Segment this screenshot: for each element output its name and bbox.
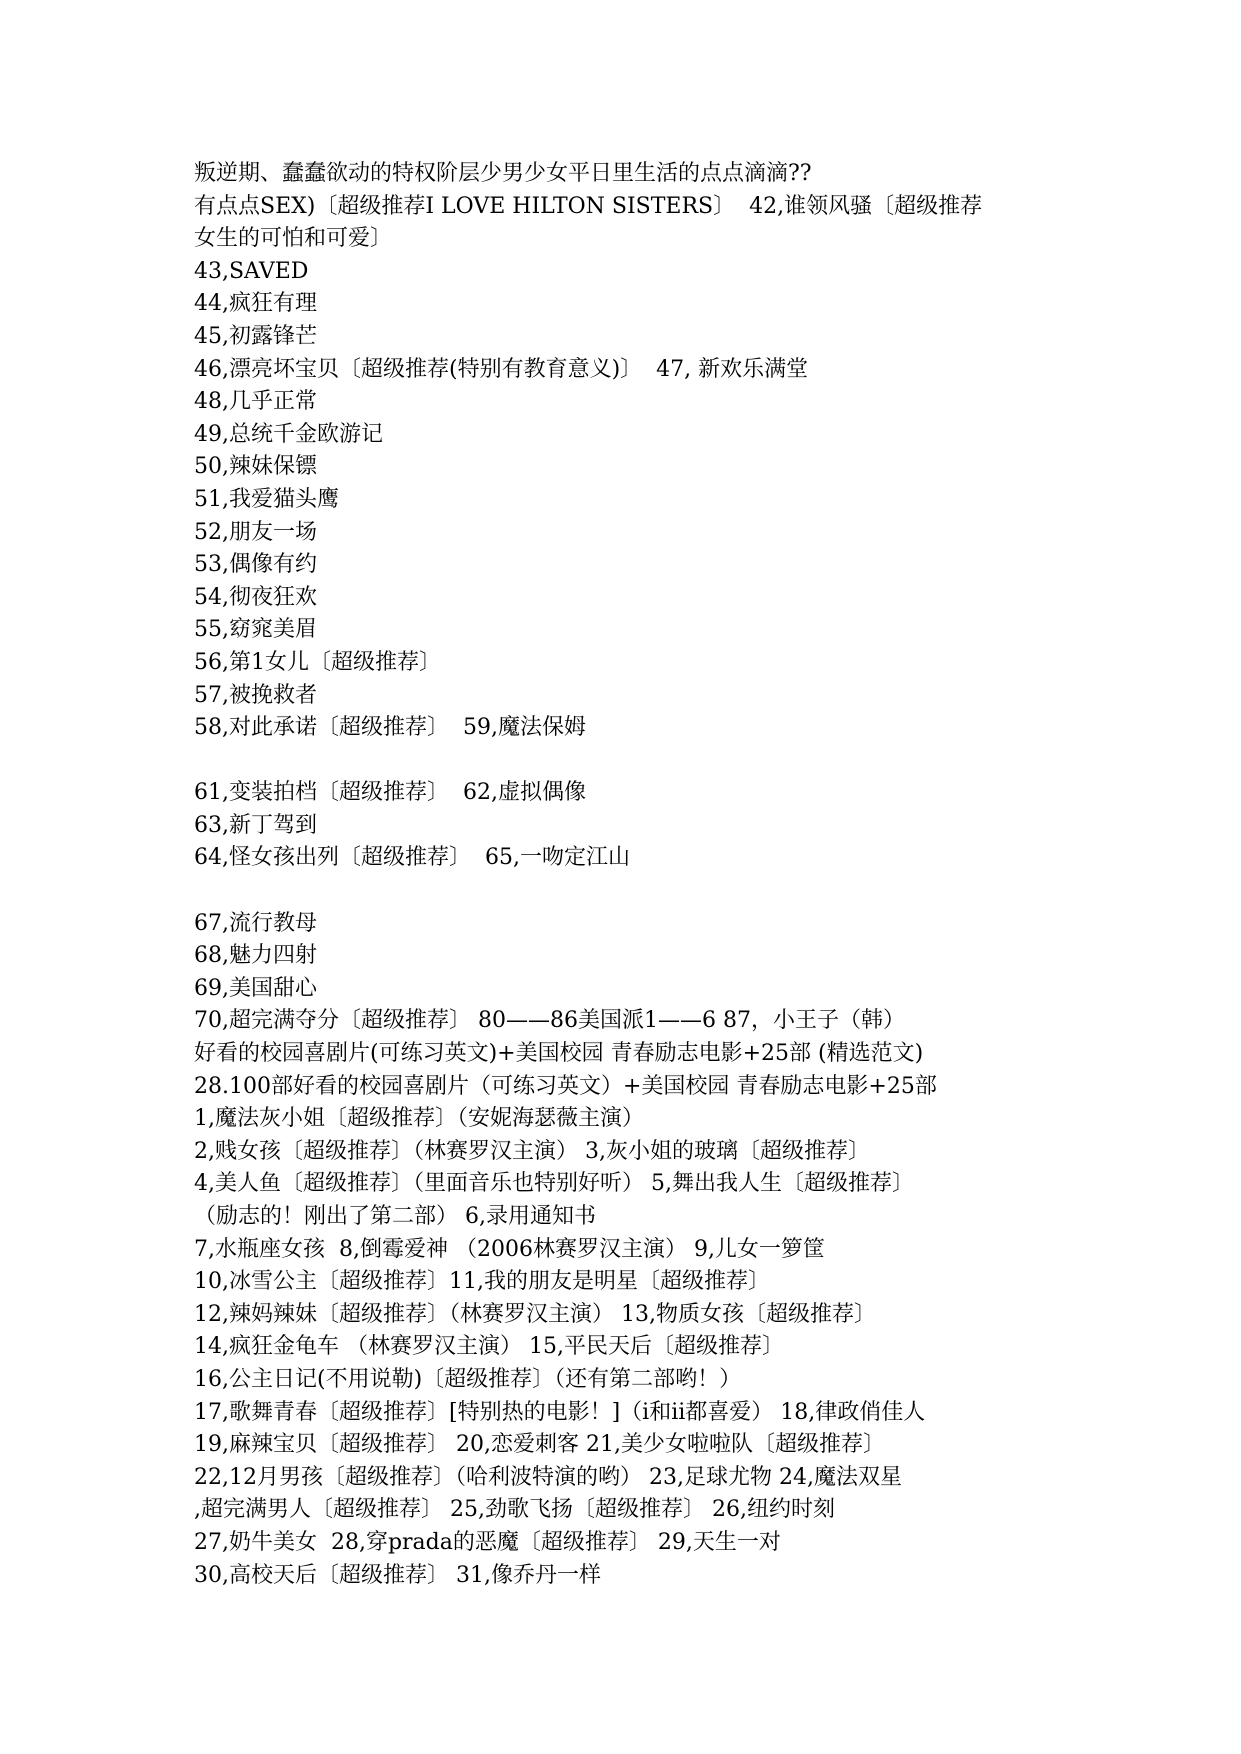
text-line: 70,超完满夺分〔超级推荐〕 80——86美国派1——6 87，小王子（韩） (194, 1008, 905, 1034)
text-line: 27,奶牛美女 28,穿prada的恶魔〔超级推荐〕 29,天生一对 (194, 1529, 781, 1555)
text-line: 56,第1女儿〔超级推荐〕 (194, 649, 441, 675)
text-line: 30,高校天后〔超级推荐〕 31,像乔丹一样 (194, 1562, 601, 1588)
text-line: 45,初露锋芒 (194, 323, 317, 349)
text-line: 50,辣妹保镖 (194, 454, 317, 480)
text-line: 67,流行教母 (194, 910, 317, 936)
text-line: 10,冰雪公主〔超级推荐〕11,我的朋友是明星〔超级推荐〕 (194, 1269, 770, 1295)
text-line: （励志的！刚出了第二部） 6,录用通知书 (194, 1204, 596, 1229)
text-line: 有点点SEX)〔超级推荐I LOVE HILTON SISTERS〕 42,谁领风骚〔超级推荐 (194, 193, 983, 219)
text-line: 22,12月男孩〔超级推荐〕（哈利波特演的哟） 23,足球尤物 24,魔法双星 (194, 1464, 902, 1490)
text-line: 女生的可怕和可爱〕 (194, 226, 393, 252)
text-line: 57,被挽救者 (194, 682, 317, 708)
text-line: 叛逆期、蠢蠢欲动的特权阶层少男少女平日里生活的点点滴滴?? (194, 161, 812, 186)
text-line: 44,疯狂有理 (194, 291, 317, 317)
text-line: 58,对此承诺〔超级推荐〕 59,魔法保姆 (194, 715, 586, 741)
text-line: 53,偶像有约 (194, 552, 317, 578)
text-line: 43,SAVED (194, 258, 309, 284)
text-line: 14,疯狂金龟车 （林赛罗汉主演） 15,平民天后〔超级推荐〕 (194, 1334, 784, 1360)
text-line: 46,漂亮坏宝贝〔超级推荐(特别有教育意义)〕 47, 新欢乐满堂 (194, 356, 809, 382)
text-line: 28.100部好看的校园喜剧片（可练习英文）+美国校园 青春励志电影+25部 (194, 1073, 937, 1099)
text-line: 52,朋友一场 (194, 519, 317, 545)
text-line: 68,魅力四射 (194, 943, 317, 969)
document-page (194, 158, 1194, 1592)
text-line: 4,美人鱼〔超级推荐〕（里面音乐也特别好听） 5,舞出我人生〔超级推荐〕 (194, 1171, 914, 1197)
text-line: 48,几乎正常 (194, 389, 317, 415)
text-line: 好看的校园喜剧片(可练习英文)+美国校园 青春励志电影+25部 (精选范文) (194, 1041, 924, 1067)
text-line: 12,辣妈辣妹〔超级推荐〕（林赛罗汉主演） 13,物质女孩〔超级推荐〕 (194, 1301, 876, 1327)
text-line: 16,公主日记(不用说勒)〔超级推荐〕（还有第二部哟！） (194, 1366, 742, 1392)
text-line: 49,总统千金欧游记 (194, 421, 383, 447)
text-line: 51,我爱猫头鹰 (194, 486, 339, 512)
text-line: 55,窈窕美眉 (194, 617, 317, 643)
text-line: 1,魔法灰小姐〔超级推荐〕（安妮海瑟薇主演） (194, 1106, 644, 1132)
text-line: 69,美国甜心 (194, 975, 317, 1001)
text-line: ,超完满男人〔超级推荐〕 25,劲歌飞扬〔超级推荐〕 26,纽约时刻 (194, 1497, 835, 1523)
text-line (194, 875, 1194, 908)
text-line: 61,变装拍档〔超级推荐〕 62,虚拟偶像 (194, 780, 586, 806)
text-line (194, 745, 1194, 778)
text-line: 2,贱女孩〔超级推荐〕（林赛罗汉主演） 3,灰小姐的玻璃〔超级推荐〕 (194, 1138, 870, 1164)
text-line: 64,怪女孩出列〔超级推荐〕 65,一吻定江山 (194, 845, 630, 871)
text-line: 7,水瓶座女孩 8,倒霉爱神 （2006林赛罗汉主演） 9,儿女一箩筐 (194, 1236, 825, 1262)
text-line: 17,歌舞青春〔超级推荐〕[特别热的电影！]（ⅰ和ⅱ都喜爱） 18,律政俏佳人 (194, 1399, 926, 1425)
text-line: 63,新丁驾到 (194, 812, 317, 838)
text-line: 54,彻夜狂欢 (194, 584, 317, 610)
text-line: 19,麻辣宝贝〔超级推荐〕 20,恋爱刺客 21,美少女啦啦队〔超级推荐〕 (194, 1432, 885, 1458)
